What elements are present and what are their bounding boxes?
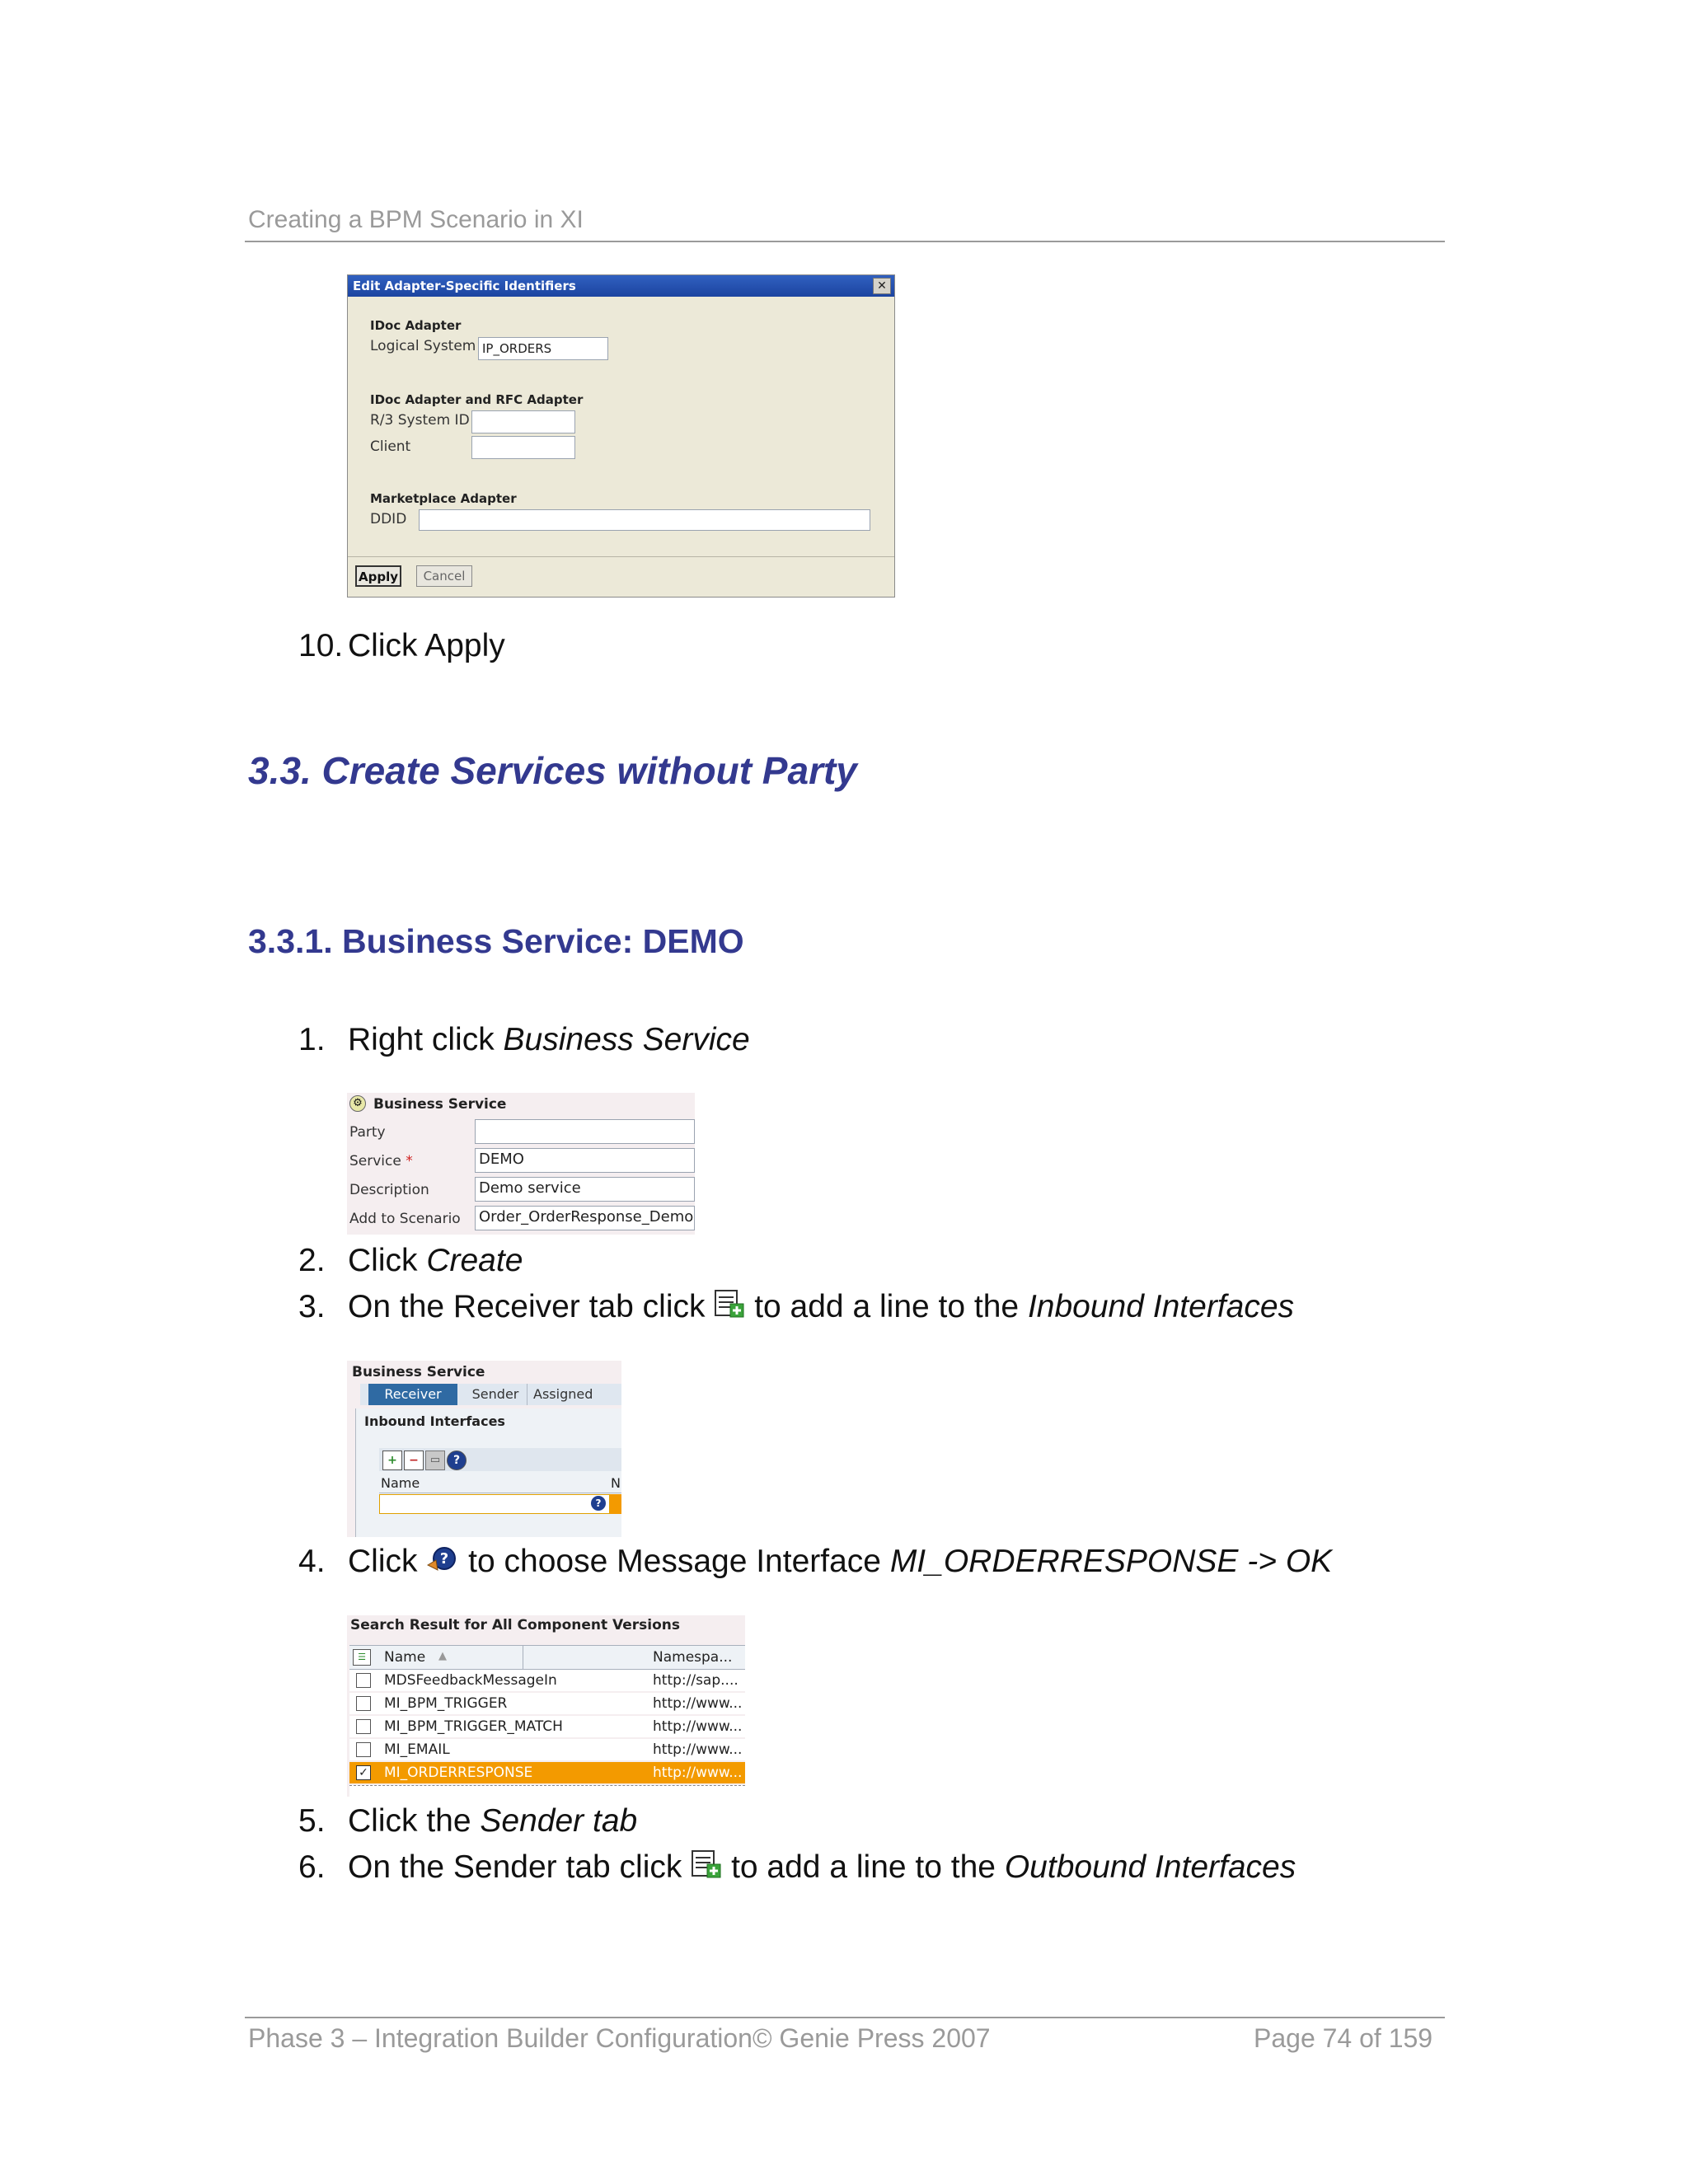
business-service-icon: ⚙ — [349, 1095, 366, 1112]
column-n: N — [611, 1475, 621, 1491]
row-namespace: http://www... — [653, 1741, 743, 1758]
row-namespace: http://www... — [653, 1765, 743, 1781]
row-checkbox[interactable] — [356, 1719, 371, 1734]
step-emphasis: MI_ORDERRESPONSE -> OK — [889, 1544, 1333, 1579]
insert-line-icon — [714, 1289, 745, 1329]
column-name: Name — [381, 1475, 420, 1491]
step-number: 4. — [298, 1544, 326, 1579]
row-marker — [610, 1494, 621, 1514]
table-header — [379, 1473, 621, 1493]
step-number: 6. — [298, 1849, 326, 1885]
search-result-screenshot — [347, 1615, 745, 1797]
ddid-input[interactable] — [419, 509, 870, 531]
table-row-selected[interactable] — [349, 1762, 745, 1783]
footer-rule — [245, 2017, 1445, 2018]
step-text-b: to choose Message Interface — [459, 1544, 890, 1579]
insert-line-icon[interactable]: + — [382, 1451, 402, 1470]
step-number: 10. — [298, 628, 344, 663]
results-header — [349, 1645, 745, 1670]
row-checkbox[interactable] — [356, 1673, 371, 1688]
logical-system-input[interactable]: IP_ORDERS — [478, 337, 608, 360]
help-icon[interactable]: ? — [447, 1451, 467, 1470]
client-label: Client — [370, 438, 411, 455]
step-number: 3. — [298, 1289, 326, 1324]
client-input[interactable] — [471, 436, 575, 459]
row-namespace: http://www... — [653, 1695, 743, 1712]
header-rule — [245, 241, 1445, 242]
table-toolbar — [379, 1448, 621, 1471]
dialog-titlebar — [348, 275, 894, 297]
row-namespace: http://sap.... — [653, 1672, 738, 1689]
interface-name-input[interactable] — [379, 1494, 610, 1514]
step-text-a: Click — [348, 1544, 427, 1579]
search-title: Search Result for All Component Versions — [350, 1617, 681, 1633]
tab-assigned[interactable]: Assigned — [533, 1386, 593, 1402]
service-label-text: Service — [349, 1153, 401, 1169]
step-text: Click Apply — [348, 628, 505, 663]
apply-button[interactable]: Apply — [355, 565, 401, 587]
service-input[interactable]: DEMO — [475, 1148, 695, 1173]
step-text-a: On the Sender tab click — [348, 1849, 692, 1885]
step-text: Click the — [348, 1803, 481, 1839]
value-help-icon[interactable]: ? — [591, 1496, 606, 1511]
tabs-title: Business Service — [352, 1364, 485, 1380]
description-input[interactable]: Demo service — [475, 1177, 695, 1202]
close-icon[interactable]: ✕ — [873, 278, 891, 294]
step-2 — [298, 1243, 523, 1279]
delete-line-icon[interactable]: − — [404, 1451, 424, 1470]
description-label: Description — [349, 1182, 429, 1198]
step-emphasis: Outbound Interfaces — [1004, 1849, 1296, 1885]
folder-icon[interactable]: ▭ — [425, 1451, 445, 1470]
step-3 — [298, 1289, 1294, 1329]
add-to-scenario-label: Add to Scenario — [349, 1211, 461, 1227]
step-emphasis: Sender tab — [480, 1803, 638, 1839]
step-10 — [298, 628, 505, 664]
step-number: 2. — [298, 1243, 326, 1278]
ddid-label: DDID — [370, 511, 407, 527]
column-namespace: Namespa... — [653, 1649, 733, 1666]
inbound-interfaces-title: Inbound Interfaces — [364, 1413, 505, 1429]
tab-strip — [360, 1384, 621, 1405]
step-1 — [298, 1022, 750, 1058]
row-name: MI_ORDERRESPONSE — [384, 1765, 533, 1781]
row-checkbox[interactable] — [356, 1742, 371, 1757]
step-emphasis: Business Service — [503, 1022, 750, 1057]
logical-system-label: Logical System — [370, 338, 476, 354]
inbound-panel — [355, 1408, 621, 1537]
service-label — [349, 1153, 413, 1169]
r3-system-id-label: R/3 System ID — [370, 412, 470, 429]
subsection-heading: 3.3.1. Business Service: DEMO — [248, 922, 744, 960]
row-name: MDSFeedbackMessageIn — [384, 1672, 557, 1689]
party-input[interactable] — [475, 1119, 695, 1144]
required-mark: * — [406, 1153, 413, 1169]
value-help-icon — [426, 1545, 459, 1583]
row-name: MI_EMAIL — [384, 1741, 450, 1758]
tab-sender[interactable]: Sender — [464, 1384, 528, 1405]
step-text-a: On the Receiver tab click — [348, 1289, 715, 1324]
running-header: Creating a BPM Scenario in XI — [248, 206, 584, 233]
step-emphasis: Inbound Interfaces — [1027, 1289, 1295, 1324]
business-service-tabs-screenshot — [347, 1361, 621, 1537]
adapter-identifiers-dialog — [347, 274, 895, 598]
business-service-form — [347, 1093, 695, 1235]
step-6 — [298, 1849, 1296, 1889]
step-text: Click — [348, 1243, 427, 1278]
footer-left: Phase 3 – Integration Builder Configuration© Genie Press 2007 — [248, 2023, 991, 2053]
table-row[interactable] — [349, 1739, 745, 1760]
svg-text:?: ? — [440, 1550, 449, 1568]
select-all-icon[interactable]: ☰ — [353, 1649, 371, 1666]
party-label: Party — [349, 1124, 386, 1141]
column-name: Name — [384, 1649, 426, 1666]
r3-system-id-input[interactable] — [471, 410, 575, 434]
table-row[interactable] — [349, 1716, 745, 1737]
add-to-scenario-input[interactable]: Order_OrderResponse_Demo — [475, 1206, 695, 1230]
partial-row — [349, 1785, 745, 1797]
row-name: MI_BPM_TRIGGER_MATCH — [384, 1718, 563, 1735]
row-namespace: http://www... — [653, 1718, 743, 1735]
row-name: MI_BPM_TRIGGER — [384, 1695, 508, 1712]
dialog-title: Edit Adapter-Specific Identifiers — [353, 279, 576, 293]
step-text-b: to add a line to the — [722, 1849, 1005, 1885]
table-row[interactable] — [349, 1693, 745, 1714]
table-row[interactable] — [349, 1670, 745, 1691]
step-emphasis: Create — [426, 1243, 523, 1278]
row-checkbox-checked[interactable]: ✓ — [356, 1765, 371, 1780]
step-text: Right click — [348, 1022, 504, 1057]
row-checkbox[interactable] — [356, 1696, 371, 1711]
step-5 — [298, 1803, 637, 1840]
idoc-adapter-heading: IDoc Adapter — [370, 318, 462, 333]
form-title: Business Service — [373, 1096, 507, 1113]
sort-asc-icon[interactable]: ▲ — [438, 1650, 447, 1662]
cancel-button[interactable]: Cancel — [416, 565, 472, 587]
step-number: 1. — [298, 1022, 326, 1057]
idoc-rfc-heading: IDoc Adapter and RFC Adapter — [370, 392, 584, 407]
step-4 — [298, 1544, 1332, 1583]
step-text-b: to add a line to the — [745, 1289, 1028, 1324]
insert-line-icon — [691, 1849, 722, 1889]
page-number: Page 74 of 159 — [1254, 2023, 1433, 2053]
tab-receiver[interactable]: Receiver — [368, 1384, 457, 1405]
section-heading: 3.3. Create Services without Party — [248, 749, 857, 792]
dialog-divider — [348, 556, 894, 557]
step-number: 5. — [298, 1803, 326, 1839]
marketplace-heading: Marketplace Adapter — [370, 491, 517, 506]
